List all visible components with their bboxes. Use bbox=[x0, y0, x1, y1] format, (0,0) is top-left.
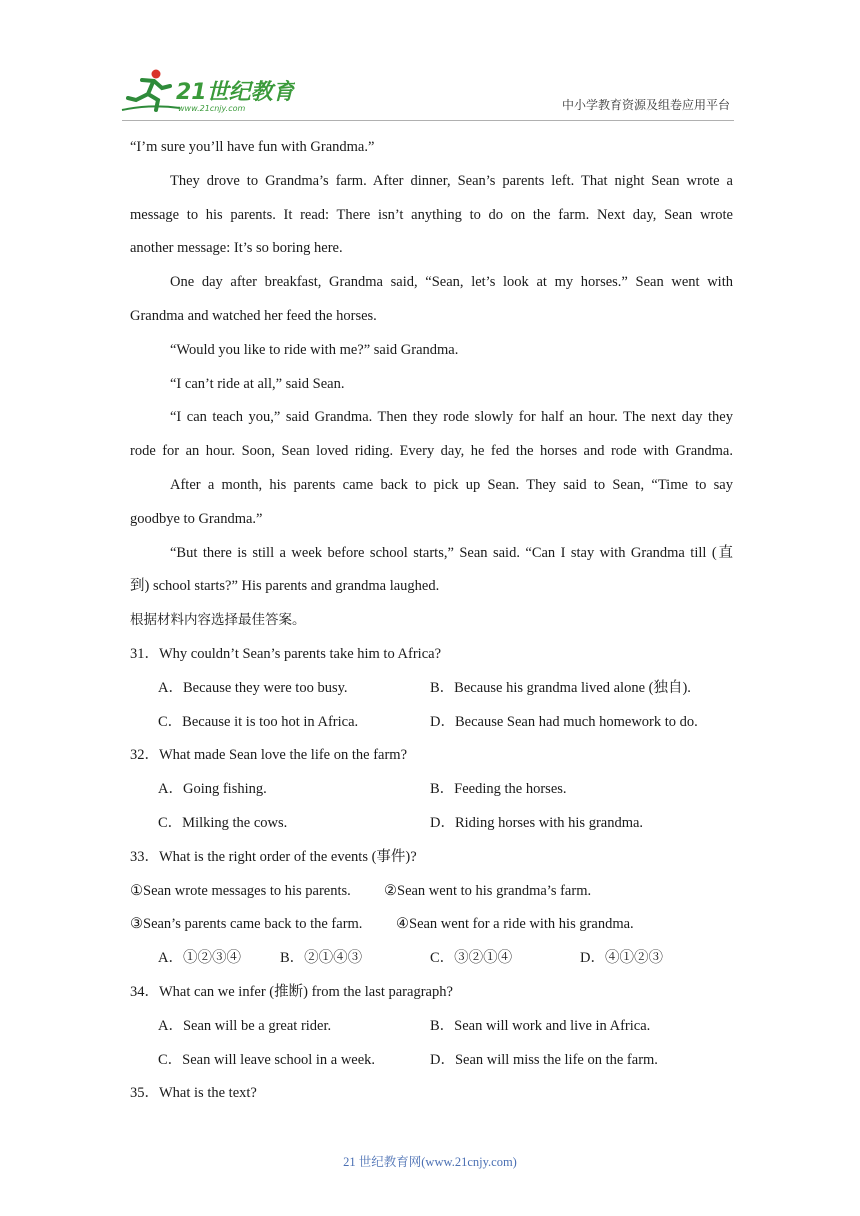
site-logo[interactable] bbox=[120, 66, 295, 116]
passage-line: “I can teach you,” said Grandma. Then they rode slowly for half an hour. The next day they bbox=[170, 409, 733, 426]
question-35-stem: 35．What is the text? bbox=[130, 1085, 257, 1102]
document-body bbox=[130, 131, 733, 1111]
passage-line: Grandma and watched her feed the horses. bbox=[130, 307, 377, 324]
question-33-stem: 33．What is the right order of the events (事件)? bbox=[130, 848, 417, 865]
option-33-c[interactable]: C．③②①④ bbox=[430, 950, 513, 967]
option-33-b[interactable]: B．②①④③ bbox=[280, 950, 363, 967]
passage-line: After a month, his parents came back to pick up Sean. They said to Sean, “Time to say bbox=[170, 476, 733, 493]
passage-line: “I can’t ride at all,” said Sean. bbox=[170, 375, 345, 392]
option-34-b[interactable]: B．Sean will work and live in Africa. bbox=[430, 1017, 651, 1034]
runner-logo-icon bbox=[120, 66, 295, 116]
option-34-a[interactable]: A．Sean will be a great rider. bbox=[158, 1017, 332, 1034]
event-2: ②Sean went to his grandma’s farm. bbox=[384, 882, 592, 899]
option-33-a[interactable]: A．①②③④ bbox=[158, 950, 241, 967]
passage-line: “But there is still a week before school starts,” Sean said. “Can I stay with Grandma till (直 bbox=[170, 544, 733, 561]
question-33-options bbox=[130, 942, 733, 976]
logo-wordmark: 21世纪教育 bbox=[176, 80, 295, 105]
question-34-stem: 34．What can we infer (推断) from the last paragraph? bbox=[130, 983, 453, 1000]
passage-line: One day after breakfast, Grandma said, “Sean, let’s look at my horses.” Sean went with bbox=[170, 274, 733, 291]
passage-line: “Would you like to ride with me?” said Grandma. bbox=[170, 341, 459, 358]
event-4: ④Sean went for a ride with his grandma. bbox=[396, 916, 634, 933]
passage-line: goodbye to Grandma.” bbox=[130, 510, 263, 527]
option-31-a[interactable]: A．Because they were too busy. bbox=[158, 679, 348, 696]
question-31-stem: 31．Why couldn’t Sean’s parents take him to Africa? bbox=[130, 645, 441, 662]
question-34-options-row1 bbox=[130, 1010, 733, 1044]
option-34-c[interactable]: C．Sean will leave school in a week. bbox=[158, 1051, 376, 1068]
option-31-d[interactable]: D．Because Sean had much homework to do. bbox=[430, 713, 698, 730]
question-31-options-row2 bbox=[130, 706, 733, 740]
question-32-options-row1 bbox=[130, 773, 733, 807]
option-33-d[interactable]: D．④①②③ bbox=[580, 950, 663, 967]
option-34-d[interactable]: D．Sean will miss the life on the farm. bbox=[430, 1051, 658, 1068]
instruction: 根据材料内容选择最佳答案。 bbox=[130, 612, 306, 629]
page-header bbox=[0, 0, 860, 120]
platform-title: 中小学教育资源及组卷应用平台 bbox=[561, 98, 730, 112]
page-footer[interactable]: 21 世纪教育网(www.21cnjy.com) bbox=[343, 1155, 517, 1169]
option-31-b[interactable]: B．Because his grandma lived alone (独自). bbox=[430, 679, 691, 696]
option-32-d[interactable]: D．Riding horses with his grandma. bbox=[430, 814, 644, 831]
question-33-events-row1 bbox=[130, 875, 733, 909]
passage-line: 到) school starts?” His parents and grandma laughed. bbox=[130, 578, 440, 595]
passage-line: message to his parents. It read: There isn’t anything to do on the farm. Next day, Sean wrote bbox=[130, 206, 733, 223]
event-3: ③Sean’s parents came back to the farm. bbox=[130, 916, 363, 933]
question-34-options-row2 bbox=[130, 1044, 733, 1078]
event-1: ①Sean wrote messages to his parents. bbox=[130, 882, 351, 899]
passage-line: rode for an hour. Soon, Sean loved riding. Every day, he fed the horses and rode with Grandma. bbox=[130, 443, 733, 460]
option-31-c[interactable]: C．Because it is too hot in Africa. bbox=[158, 713, 359, 730]
question-32-options-row2 bbox=[130, 807, 733, 841]
option-32-c[interactable]: C．Milking the cows. bbox=[158, 814, 288, 831]
logo-url: www.21cnjy.com bbox=[178, 104, 246, 113]
option-32-b[interactable]: B．Feeding the horses. bbox=[430, 781, 567, 798]
question-31-options-row1 bbox=[130, 672, 733, 706]
option-32-a[interactable]: A．Going fishing. bbox=[158, 781, 267, 798]
header-divider bbox=[122, 120, 734, 121]
passage-line: They drove to Grandma’s farm. After dinner, Sean’s parents left. That night Sean wrote a bbox=[170, 172, 733, 189]
question-33-events-row2 bbox=[130, 908, 733, 942]
passage-line: another message: It’s so boring here. bbox=[130, 240, 343, 257]
passage-line: “I’m sure you’ll have fun with Grandma.” bbox=[130, 139, 375, 155]
question-32-stem: 32．What made Sean love the life on the farm? bbox=[130, 747, 408, 764]
